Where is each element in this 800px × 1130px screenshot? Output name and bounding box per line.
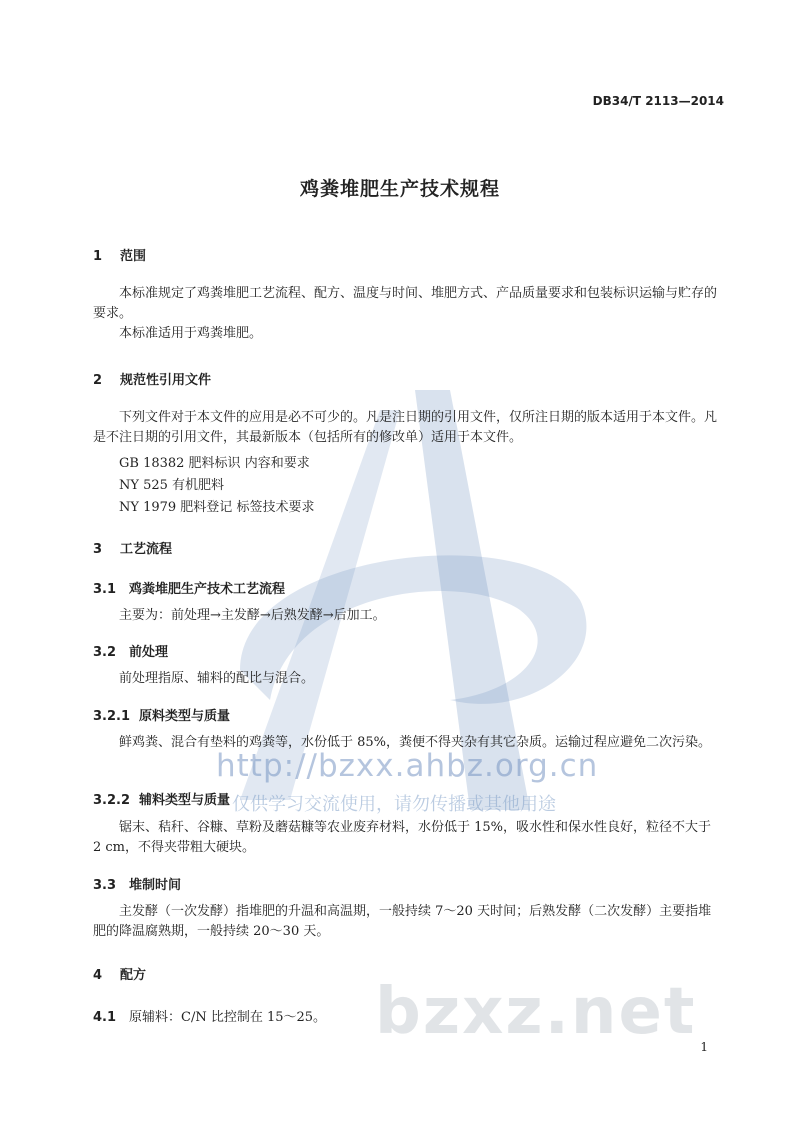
- section-3-2-1-paragraph: 鲜鸡粪、混合有垫料的鸡粪等，水份低于 85%，粪便不得夹杂有其它杂质。运输过程应避免二次污染。: [119, 735, 712, 750]
- section-4-heading: 4 配方: [93, 968, 147, 983]
- section-4-1-clause: 4.1 原辅料：C/N 比控制在 15～25。: [93, 1010, 327, 1025]
- section-3-3-paragraph: 主发酵（一次发酵）指堆肥的升温和高温期，一般持续 7～20 天时间；后熟发酵（二次发酵）主要指堆肥的降温腐熟期，一般持续 20～30 天。: [93, 904, 712, 939]
- section-1-paragraph-1: 本标准规定了鸡粪堆肥工艺流程、配方、温度与时间、堆肥方式、产品质量要求和包装标识运输与贮存的要求。: [93, 286, 718, 321]
- section-3-2-heading: 3.2 前处理: [93, 645, 169, 660]
- section-3-2-2-paragraph: 锯末、秸秆、谷糠、草粉及蘑菇糠等农业废弃材料，水份低于 15%，吸水性和保水性良好，粒径不大于 2 cm，不得夹带粗大硬块。: [93, 820, 712, 855]
- page-number: 1: [700, 1040, 708, 1054]
- section-3-3-heading: 3.3 堆制时间: [93, 878, 182, 893]
- section-3-2-2-heading: 3.2.2 辅料类型与质量: [93, 793, 231, 808]
- reference-item: NY 525 有机肥料: [119, 478, 225, 493]
- watermark-note: 仅供学习交流使用，请勿传播或其他用途: [232, 794, 556, 815]
- watermark-url: http://bzxx.ahbz.org.cn: [216, 748, 599, 784]
- section-1-paragraph-2: 本标准适用于鸡粪堆肥。: [119, 326, 263, 341]
- section-1-heading: 1 范围: [93, 249, 147, 264]
- section-3-1-heading: 3.1 鸡粪堆肥生产技术工艺流程: [93, 582, 286, 597]
- reference-item: NY 1979 肥料登记 标签技术要求: [119, 500, 315, 515]
- section-3-heading: 3 工艺流程: [93, 542, 173, 557]
- document-title: 鸡粪堆肥生产技术规程: [299, 178, 500, 200]
- section-3-2-paragraph: 前处理指原、辅料的配比与混合。: [119, 671, 315, 686]
- section-2-heading: 2 规范性引用文件: [93, 373, 212, 388]
- watermark-site: bzxz.net: [375, 975, 697, 1049]
- section-3-1-paragraph: 主要为：前处理→主发酵→后熟发酵→后加工。: [119, 608, 386, 623]
- reference-item: GB 18382 肥料标识 内容和要求: [119, 456, 310, 471]
- section-3-2-1-heading: 3.2.1 原料类型与质量: [93, 709, 231, 724]
- section-2-paragraph-1: 下列文件对于本文件的应用是必不可少的。凡是注日期的引用文件，仅所注日期的版本适用于本文件。凡是不注日期的引用文件，其最新版本（包括所有的修改单）适用于本文件。: [93, 410, 718, 445]
- standard-code: DB34/T 2113—2014: [592, 94, 724, 108]
